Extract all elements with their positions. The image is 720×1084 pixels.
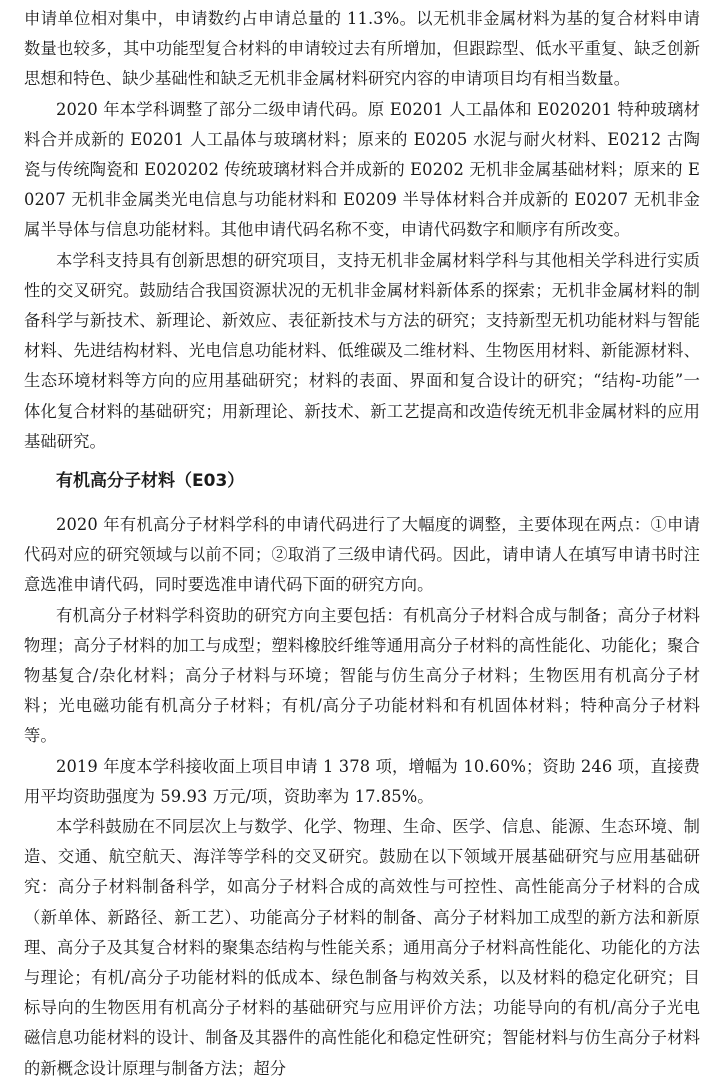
- paragraph-statistics: 2019 年度本学科接收面上项目申请 1 378 项，增幅为 10.60%；资助 246 项，直接费用平均资助强度为 59.93 万元/项，资助率为 17.85%。: [24, 756, 700, 806]
- section-heading-e03: 有机高分子材料（E03）: [56, 471, 245, 491]
- paragraph-code-adjustment: 2020 年本学科调整了部分二级申请代码。原 E0201 人工晶体和 E020201 特种玻璃材料合并成新的 E0201 人工晶体与玻璃材料；原来的 E0205 水泥与耐火材料、E0212 古陶瓷与传统陶瓷和 E020202 传统玻璃材料合并成新的 E0202 无机非金属基础材料；原来的 E0207 无机非金属类光电信息与功能材料和 E0209 半导体材料合并成新的 E0207 无机非金属半导体与信息功能材料。其他申请代码名称不变，申请代码数字和顺序有所改变。: [24, 99, 700, 240]
- inorganic-section: [24, 4, 700, 457]
- paragraph-encouraged-research: 本学科鼓励在不同层次上与数学、化学、物理、生命、医学、信息、能源、生态环境、制造、交通、航空航天、海洋等学科的交叉研究。鼓励在以下领域开展基础研究与应用基础研究：高分子材料制备科学，如高分子材料合成的高效性与可控性、高性能高分子材料的合成（新单体、新路径、新工艺）、功能高分子材料的制备、高分子材料加工成型的新方法和新原理、高分子及其复合材料的聚集态结构与性能关系；通用高分子材料高性能化、功能化的方法与理论；有机/高分子功能材料的低成本、绿色制备与构效关系，以及材料的稳定化研究；目标导向的生物医用有机高分子材料的基础研究与应用评价方法；功能导向的有机/高分子光电磁信息功能材料的设计、制备及其器件的高性能化和稳定性研究；智能材料与仿生高分子材料的新概念设计原理与制备方法；超分: [24, 817, 700, 1078]
- polymer-section: [24, 510, 700, 1084]
- paragraph-application-distribution: 申请单位相对集中，申请数约占申请总量的 11.3%。以无机非金属材料为基的复合材料申请数量也较多，其中功能型复合材料的申请较过去有所增加，但跟踪型、低水平重复、缺乏创新思想和特色、缺少基础性和缺乏无机非金属材料研究内容的申请项目均有相当数量。: [24, 9, 700, 89]
- paragraph-code-changes: 2020 年有机高分子材料学科的申请代码进行了大幅度的调整，主要体现在两点：①申请代码对应的研究领域与以前不同；②取消了三级申请代码。因此，请申请人在填写申请书时注意选准申请代码，同时要选准申请代码下面的研究方向。: [24, 515, 700, 595]
- paragraph-funded-directions: 有机高分子材料学科资助的研究方向主要包括：有机高分子材料合成与制备；高分子材料物理；高分子材料的加工与成型；塑料橡胶纤维等通用高分子材料的高性能化、功能化；聚合物基复合/杂化材料；高分子材料与环境；智能与仿生高分子材料；生物医用有机高分子材料；光电磁功能有机高分子材料；有机/高分子功能材料和有机固体材料；特种高分子材料等。: [24, 605, 700, 746]
- paragraph-research-support: 本学科支持具有创新思想的研究项目，支持无机非金属材料学科与其他相关学科进行实质性的交叉研究。鼓励结合我国资源状况的无机非金属材料新体系的探索；无机非金属材料的制备科学与新技术、新理论、新效应、表征新技术与方法的研究；支持新型无机功能材料与智能材料、先进结构材料、光电信息功能材料、低维碳及二维材料、生物医用材料、新能源材料、生态环境材料等方向的应用基础研究；材料的表面、界面和复合设计的研究；“结构-功能”一体化复合材料的基础研究；用新理论、新技术、新工艺提高和改造传统无机非金属材料的应用基础研究。: [24, 250, 700, 451]
